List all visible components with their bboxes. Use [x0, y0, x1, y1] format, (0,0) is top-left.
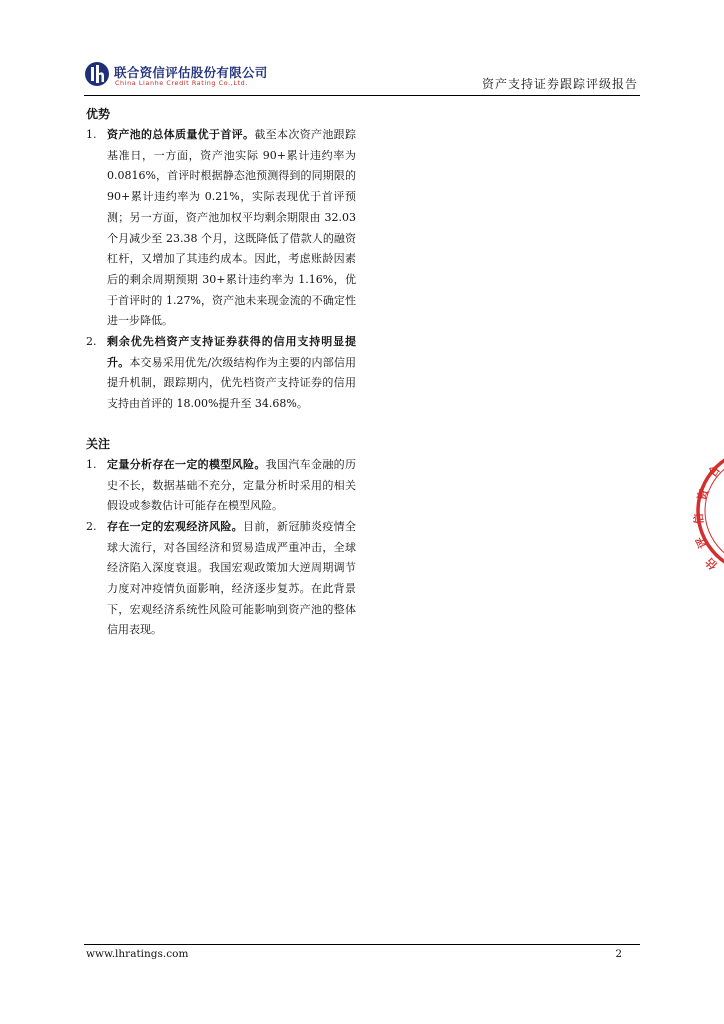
svg-text:资: 资 [695, 487, 711, 502]
footer-divider [84, 944, 640, 945]
item-number: 2. [86, 335, 97, 349]
item-body: 截至本次资产池跟踪基准日，一方面，资产池实际 90+累计违约率为 0.0816%，首评时根据静态池预测得到的同期限的 90+累计违约率为 0.21%，实际表现优于首评预测；另一方面，资产池加权平均剩余期限由 32.03 个月减少至 23.38 个月，这既降低了借款人的融资杠杆，又增加了其违约成本。因此，考虑账龄因素后的剩余周期预期 30+累计违约率为 1.16%，优于首评时的 1.27%，资产池未来现金流的不确定性进一步降低。 [107, 128, 357, 328]
item-number: 1. [86, 128, 97, 141]
list-item [86, 332, 356, 415]
section-title-concerns: 关注 [86, 436, 111, 451]
list-item [86, 125, 356, 332]
item-lead: 资产池的总体质量优于首评。 [107, 128, 255, 141]
company-logo [84, 60, 268, 90]
list-item [86, 455, 356, 517]
item-body: 目前，新冠肺炎疫情全球大流行，对各国经济和贸易造成严重冲击，全球经济陷入深度衰退。我国宏观政策加大逆周期调节力度对冲疫情负面影响，经济逐步复苏。在此背景下，宏观经济系统性风险可能影响到资产池的整体信用表现。 [107, 519, 356, 637]
svg-text:评: 评 [693, 534, 710, 551]
list-item [86, 517, 356, 641]
item-number: 1. [86, 457, 97, 471]
svg-text:信: 信 [692, 512, 706, 525]
footer-website: www.lhratings.com [86, 948, 189, 960]
page-header [84, 58, 640, 94]
company-name-cn: 联合资信评估股份有限公司 [114, 65, 268, 80]
svg-text:估: 估 [703, 555, 721, 573]
page-number: 2 [615, 948, 622, 960]
main-content [86, 103, 356, 641]
item-body: 我国汽车金融的历史不长，数据基础不充分，定量分析时采用的相关假设或参数估计可能存在模型风险。 [107, 457, 357, 513]
company-seal-stamp [690, 436, 724, 586]
report-title: 资产支持证券跟踪评级报告 [481, 77, 638, 91]
section-gap [86, 415, 356, 433]
svg-text:合: 合 [705, 463, 723, 480]
section-title-strengths: 优势 [86, 107, 111, 121]
header-divider [84, 95, 640, 96]
item-lead: 存在一定的宏观经济风险。 [107, 519, 243, 533]
item-body: 本交易采用优先/次级结构作为主要的内部信用提升机制，跟踪期内，优先档资产支持证券的信用支持由首评的 18.00%提升至 34.68%。 [107, 355, 356, 411]
section-concerns [86, 433, 356, 641]
section-strengths [86, 103, 356, 415]
company-name-en: China Lianhe Credit Rating Co.,Ltd. [115, 79, 248, 87]
item-number: 2. [86, 519, 97, 533]
lianhe-logo-icon [84, 60, 114, 90]
item-lead: 剩余优先档资产支持证券获得的信用支持明显提升。 [107, 335, 356, 369]
item-lead: 定量分析存在一定的模型风险。 [107, 457, 266, 471]
